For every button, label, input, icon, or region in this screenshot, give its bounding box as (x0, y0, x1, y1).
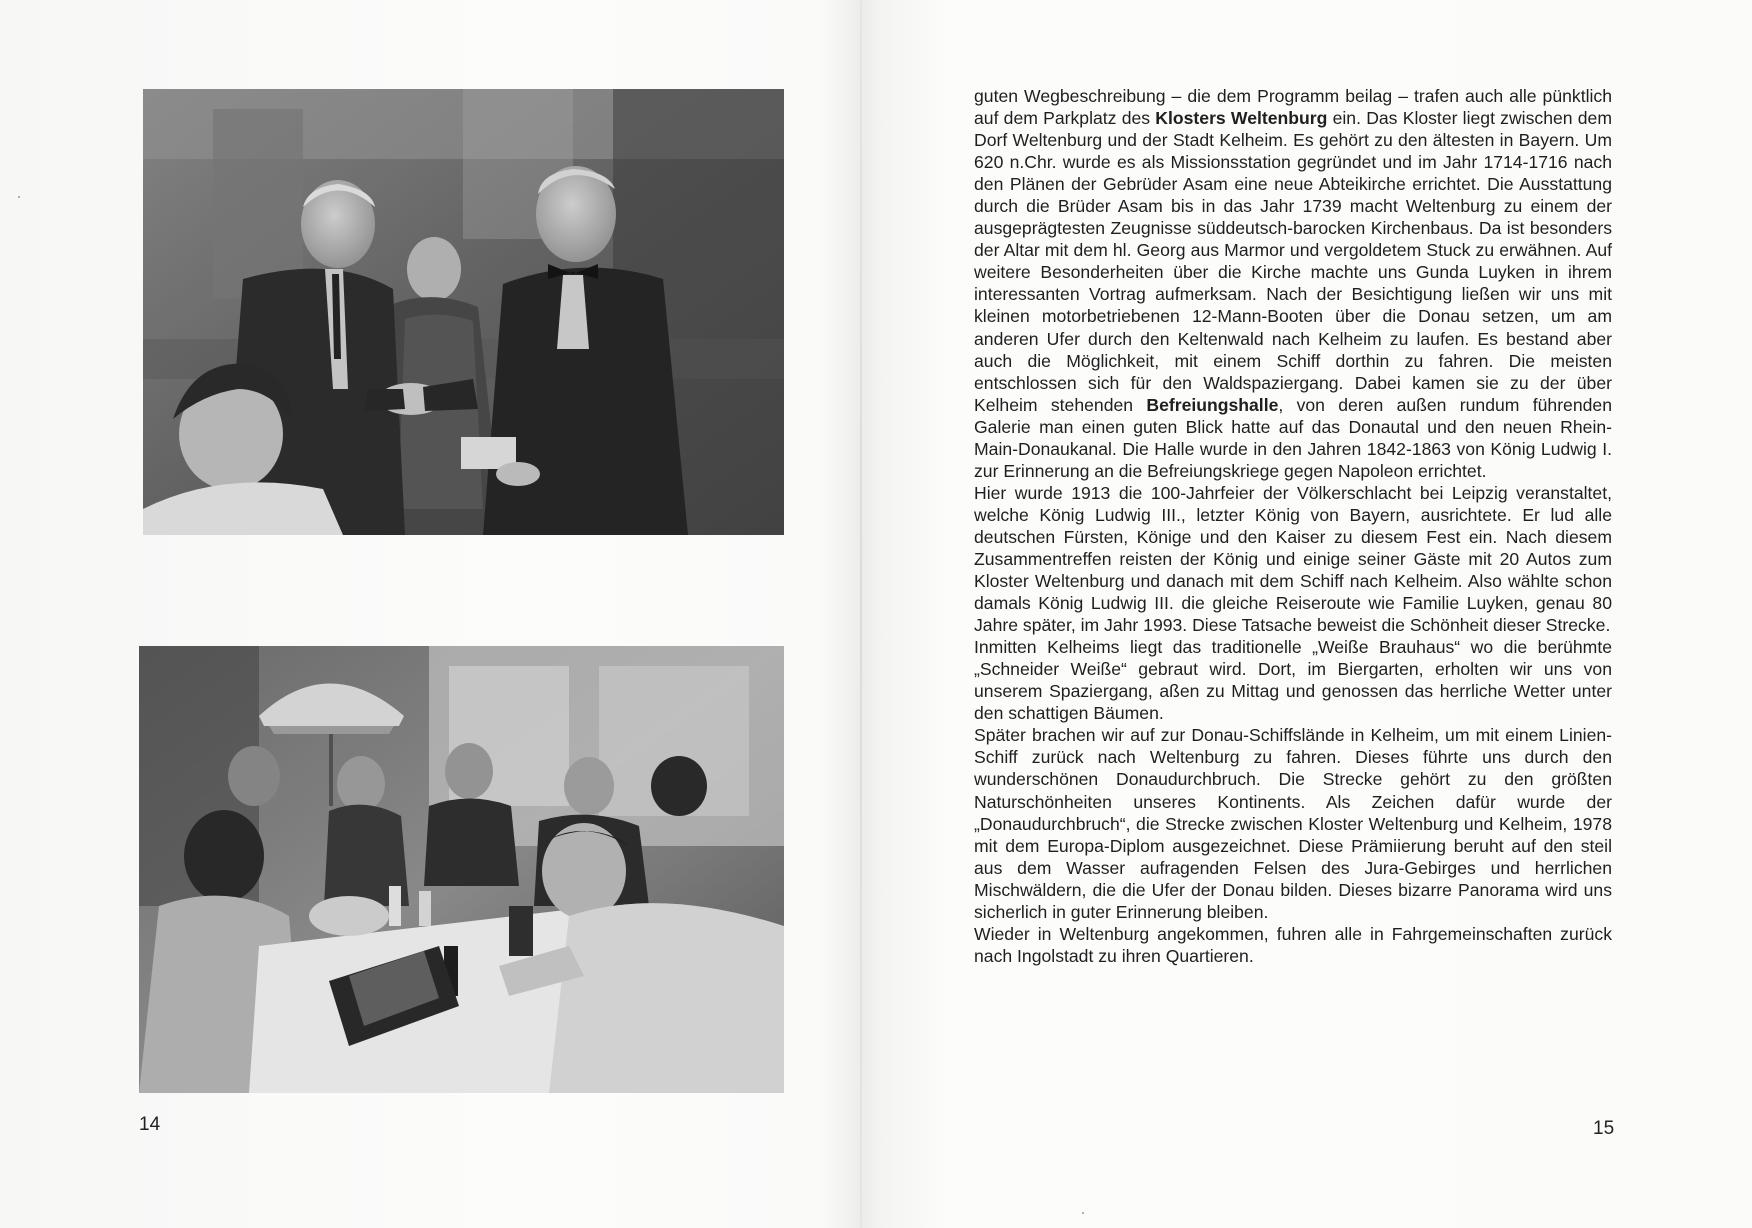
paragraph-text: Hier wurde 1913 die 100-Jahrfeier der Völkerschlacht bei Leipzig veranstaltet, welche König Ludwig III., letzter König von Bayern, ausrichtete. Er lud alle deutschen Fürsten, Könige und den Kaiser zu diesem Fest ein. Nach diesem Zusammentreffen reisten der König und einige seiner Gäste mit 20 Autos zum Kloster Weltenburg und danach mit dem Schiff nach Kelheim. Also wählte schon damals König Ludwig III. die gleiche Reiseroute wie Familie Luyken, genau 80 Jahre später, im Jahr 1993. Diese Tatsache beweist die Schönheit dieser Strecke. (974, 482, 1612, 636)
article-paragraph (974, 636, 1612, 724)
photo-reception-handshake (143, 89, 784, 535)
photo-dinner-table-image (139, 646, 784, 1093)
paper-speck (1082, 1212, 1084, 1214)
page-number-left: 14 (139, 1114, 161, 1135)
bold-place-name: Befreiungshalle (1146, 394, 1279, 415)
paper-speck (18, 196, 20, 198)
article-body-text (974, 85, 1612, 967)
article-paragraph (974, 482, 1612, 636)
page-number-right: 15 (1593, 1118, 1615, 1139)
photo-reception-handshake-image (143, 89, 784, 535)
paragraph-text: Wieder in Weltenburg angekommen, fuhren alle in Fahrgemeinschaften zurück nach Ingolstadt zu ihren Quartieren. (974, 923, 1612, 966)
article-paragraph (974, 923, 1612, 967)
paragraph-text: Inmitten Kelheims liegt das traditionelle „Weiße Brauhaus“ wo die berühmte „Schneider Weiße“ gebraut wird. Dort, im Biergarten, erholten wir uns von unserem Spaziergang, aßen zu Mittag und genossen das herrliche Wetter unter den schattigen Bäumen. (974, 637, 1612, 724)
article-paragraph (974, 724, 1612, 922)
article-paragraph (974, 85, 1612, 482)
bold-place-name: Klosters Weltenburg (1155, 108, 1328, 129)
photo-dinner-table (139, 646, 784, 1093)
left-page (0, 0, 870, 1228)
paragraph-text: , von deren außen rundum führenden Galerie man einen guten Blick hatte auf das Donautal und den neuen Rhein-Main-Donaukanal. Die Halle wurde in den Jahren 1842-1863 von König Ludwig I. zur Erinnerung an die Befreiungskriege gegen Napoleon errichtet. (974, 394, 1612, 481)
paragraph-text: ein. Das Kloster liegt zwischen dem Dorf Weltenburg und der Stadt Kelheim. Es gehört zu den ältesten in Bayern. Um 620 n.Chr. wurde es als Missionsstation gegründet und im Jahr 1714-1716 nach den Plänen der Gebrüder Asam eine neue Abteikirche errichtet. Die Ausstattung durch die Brüder Asam bis in das Jahr 1739 macht Weltenburg zu einem der ausgeprägtesten Zeugnisse süddeutsch-barocken Kirchenbaus. Da ist besonders der Altar mit dem hl. Georg aus Marmor und vergoldetem Stuck zu erwähnen. Auf weitere Besonderheiten über die Kirche machte uns Gunda Luyken in ihrem interessanten Vortrag aufmerksam. Nach der Besichtigung ließen wir uns mit kleinen motorbetriebenen 12-Mann-Booten über die Donau setzen, um am anderen Ufer durch den Keltenwald nach Kelheim zu laufen. Es bestand aber auch die Möglichkeit, mit einem Schiff dorthin zu fahren. Die meisten entschlossen sich für den Waldspaziergang. Dabei kamen sie zu der über Kelheim stehenden (974, 108, 1612, 415)
paragraph-text: guten Wegbeschreibung – die dem Programm beilag – trafen auch alle pünktlich auf dem Parkplatz des (974, 86, 1612, 129)
paragraph-text: Später brachen wir auf zur Donau-Schiffslände in Kelheim, um mit einem Linien-Schiff zurück nach Weltenburg zu fahren. Dieses führte uns durch den wunderschönen Donaudurchbruch. Die Strecke gehört zu den größten Naturschönheiten unseres Kontinents. Als Zeichen dafür wurde der „Donaudurchbruch“, die Strecke zwischen Kloster Weltenburg und Kelheim, 1978 mit dem Europa-Diplom ausgezeichnet. Diese Prämiierung beruht auf den steil aus dem Wasser aufragenden Felsen des Jura-Gebirges und herrlichen Mischwäldern, die die Ufer der Donau bilden. Dieses bizarre Panorama wird uns sicherlich in guter Erinnerung bleiben. (974, 725, 1612, 922)
